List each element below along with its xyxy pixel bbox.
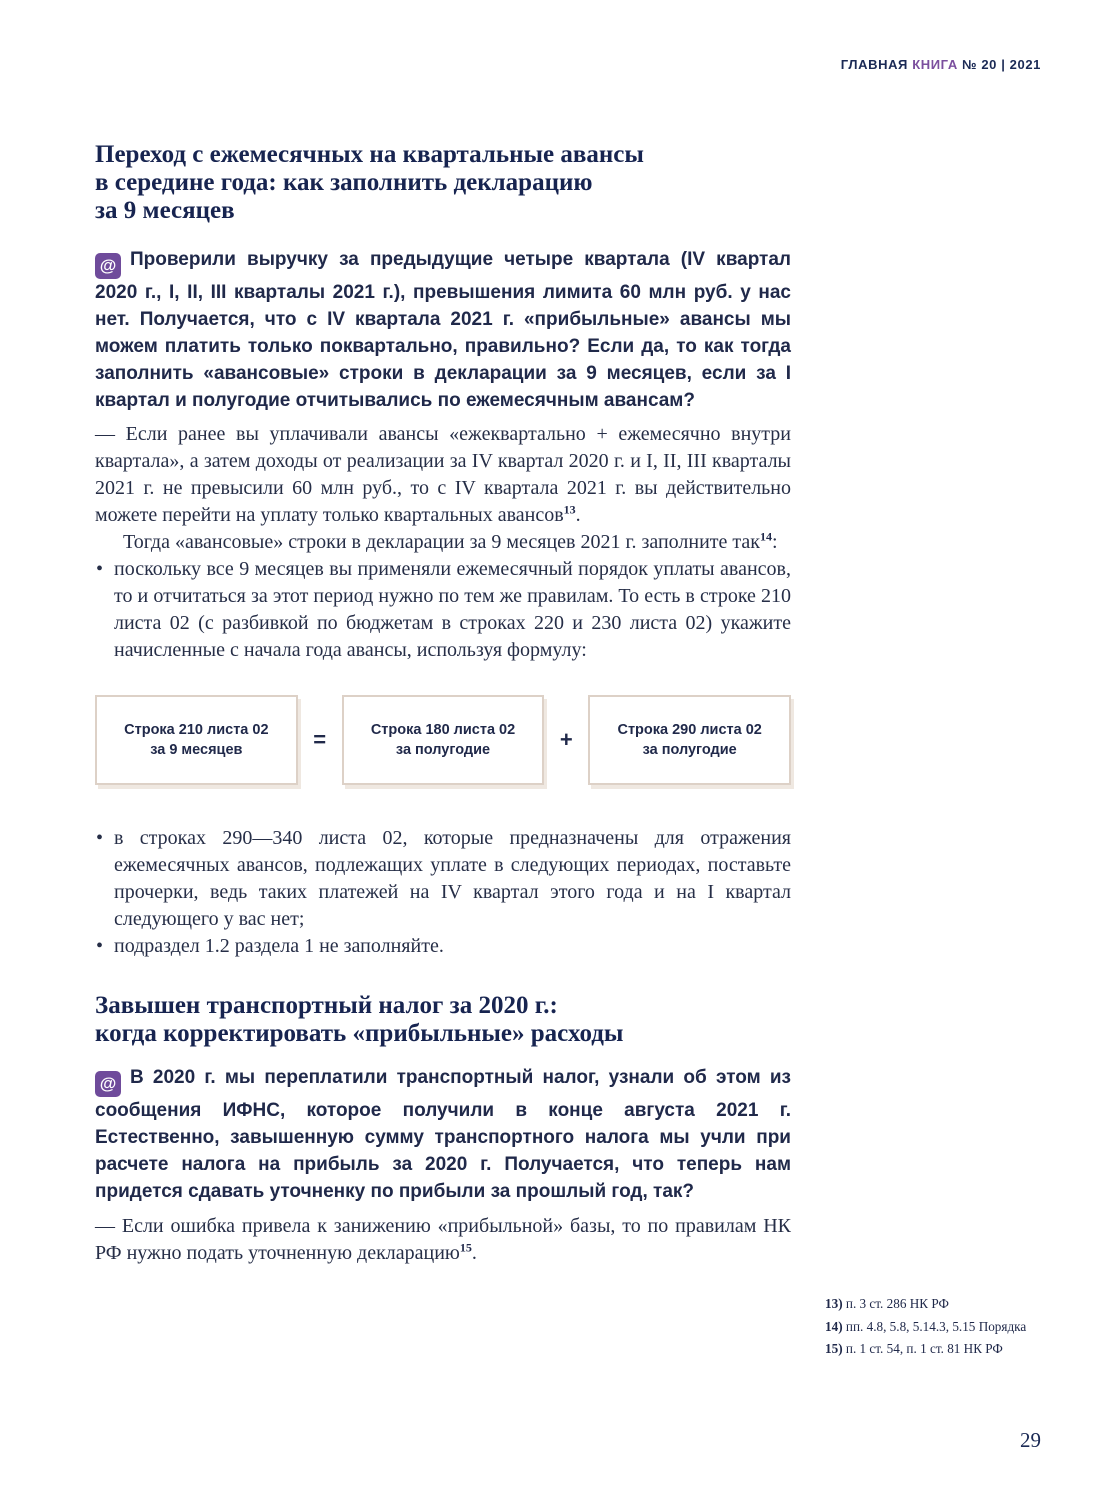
- title-line: Завышен транспортный налог за 2020 г.:: [95, 992, 558, 1019]
- title-line: когда корректировать «прибыльные» расходы: [95, 1020, 624, 1047]
- footnote-number: 15): [825, 1341, 843, 1356]
- issue-number: № 20 | 2021: [962, 57, 1041, 72]
- answer-tail: .: [471, 1242, 477, 1264]
- formula-box-line: Строка 180 листа 02: [370, 722, 516, 738]
- footnote-text: п. 3 ст. 286 НК РФ: [845, 1296, 949, 1311]
- list-item: • в строках 290—340 листа 02, которые предназначены для отражения ежемесячных авансов, подлежащих уплате в следующих периодах, поставьте прочерки, ведь таких платежей на IV квартал этого года и на I квартал следующего у вас нет;: [95, 825, 791, 933]
- expert-answer-1: [95, 421, 791, 529]
- question-text: В 2020 г. мы переплатили транспортный налог, узнали об этом из сообщения ИФНС, которое получили в конце августа 2021 г. Естественно, завышенную сумму транспортного налога мы учли при расчете налога на прибыль за 2020 г. Получается, что теперь нам придется сдавать уточненку по прибыли за прошлый год, так?: [95, 1067, 791, 1202]
- title-line: Переход с ежемесячных на квартальные авансы: [95, 141, 644, 168]
- title-line: в середине года: как заполнить декларацию: [95, 169, 593, 196]
- article1-title: [95, 141, 791, 225]
- footnote-ref-15: 15: [459, 1240, 472, 1255]
- list-item: • подраздел 1.2 раздела 1 не заполняйте.: [95, 933, 791, 960]
- formula-box-line: Строка 210 листа 02: [124, 722, 269, 738]
- answer-text: — Если ошибка привела к занижению «прибыльной» базы, то по правилам НК РФ нужно подать уточненную декларацию: [95, 1215, 791, 1264]
- formula-box-line: Строка 290 листа 02: [617, 722, 762, 738]
- page-number: 29: [1020, 1428, 1041, 1452]
- magazine-name: ГЛАВНАЯ: [840, 57, 908, 72]
- bullet-list: [95, 825, 791, 960]
- page-header: [841, 57, 1041, 72]
- formula-box-line: за полугодие: [395, 742, 491, 758]
- formula-diagram: [95, 695, 791, 785]
- body-paragraph: [95, 529, 791, 556]
- main-column: [95, 141, 791, 1267]
- paragraph-tail: :: [771, 531, 778, 553]
- footnote-ref-14: 14: [759, 529, 772, 544]
- reader-question-1: [95, 246, 791, 414]
- magazine-name-accent: КНИГА: [912, 57, 958, 72]
- article2-title: [95, 992, 791, 1048]
- question-text: Проверили выручку за предыдущие четыре квартала (IV квартал 2020 г., I, II, III кварталы 2021 г.), превышения лимита 60 млн руб. у нас нет. Получается, что с IV квартала 2021 г. «прибыльные» авансы мы можем платить только поквартально, правильно? Если да, то как тогда заполнить «авансовые» строки в декларации за 9 месяцев, если за I квартал и полугодие отчитывались по ежемесячным авансам?: [95, 249, 791, 411]
- formula-box-line290: [588, 695, 791, 785]
- at-icon: @: [95, 1071, 121, 1097]
- paragraph-text: Тогда «авансовые» строки в декларации за 9 месяцев 2021 г. заполните так: [123, 531, 760, 553]
- formula-box-line180: [342, 695, 545, 785]
- expert-answer-2: [95, 1213, 791, 1267]
- reader-question-2: [95, 1064, 791, 1205]
- answer-text: — Если ранее вы уплачивали авансы «ежеквартально + ежемесячно внутри квартала», а затем доходы от реализации за IV квартал 2020 г. и I, II, III кварталы 2021 г. не превысили 60 млн руб., то с IV квартала 2021 г. вы действительно можете перейти на уплату только квартальных авансов: [95, 423, 791, 526]
- footnote-number: 13): [825, 1296, 843, 1311]
- list-item: • поскольку все 9 месяцев вы применяли ежемесячный порядок уплаты авансов, то и отчитаться за этот период нужно по тем же правилам. То есть в строке 210 листа 02 (с разбивкой по бюджетам в строках 220 и 230 листа 02) укажите начисленные с начала года авансы, используя формулу:: [95, 556, 791, 664]
- footnote-13: [825, 1293, 1045, 1316]
- title-line: за 9 месяцев: [95, 197, 235, 224]
- footnote-15: [825, 1338, 1045, 1361]
- footnote-ref-13: 13: [563, 502, 576, 517]
- plus-sign: +: [559, 727, 573, 752]
- footnotes-column: [825, 1293, 1045, 1361]
- formula-box-line210: [95, 695, 298, 785]
- footnote-14: [825, 1316, 1045, 1339]
- formula-box-line: за 9 месяцев: [150, 742, 243, 758]
- answer-tail: .: [575, 504, 581, 526]
- formula-box-line: за полугодие: [642, 742, 737, 758]
- footnote-text: пп. 4.8, 5.8, 5.14.3, 5.15 Порядка: [845, 1318, 1027, 1334]
- at-icon: @: [95, 253, 121, 279]
- footnote-text: п. 1 ст. 54, п. 1 ст. 81 НК РФ: [845, 1341, 1003, 1356]
- equals-sign: =: [313, 727, 327, 752]
- bullet-list: [95, 556, 791, 664]
- footnote-number: 14): [825, 1318, 843, 1334]
